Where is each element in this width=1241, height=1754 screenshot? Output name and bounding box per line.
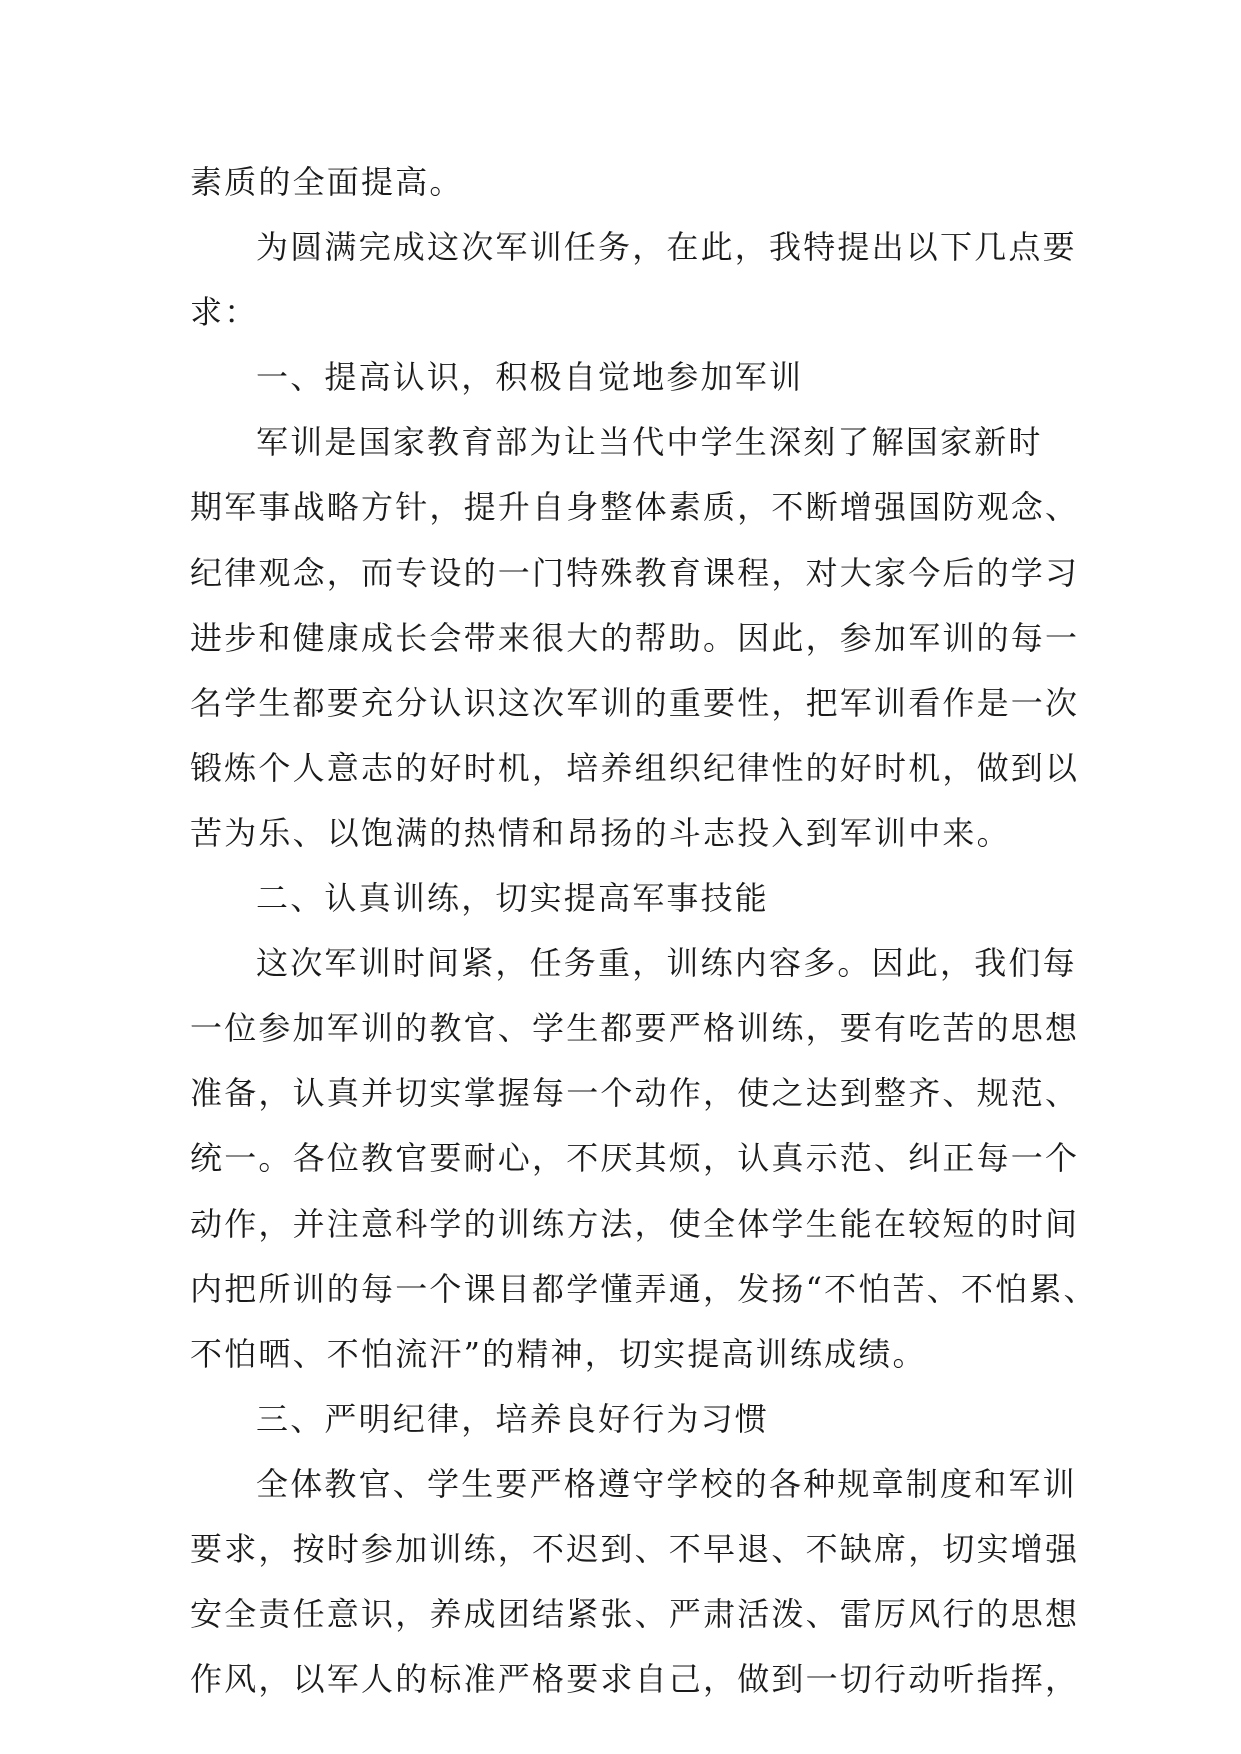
text-line: 动作，并注意科学的训练方法，使全体学生能在较短的时间: [190, 1204, 1080, 1243]
text-line: 统一。各位教官要耐心，不厌其烦，认真示范、纠正每一个: [190, 1139, 1080, 1178]
section-heading-1: 一、提高认识，积极自觉地参加军训: [256, 358, 804, 397]
text-line: 内把所训的每一个课目都学懂弄通，发扬“不怕苦、不怕累、: [190, 1269, 1098, 1308]
text-line: 纪律观念，而专设的一门特殊教育课程，对大家今后的学习: [190, 553, 1080, 592]
text-line: 安全责任意识，养成团结紧张、严肃活泼、雷厉风行的思想: [190, 1595, 1080, 1634]
paragraph-start-line: 这次军训时间紧，任务重，训练内容多。因此，我们每: [256, 944, 1077, 983]
paragraph-start-line: 为圆满完成这次军训任务，在此，我特提出以下几点要: [256, 228, 1077, 267]
text-line: 要求，按时参加训练，不迟到、不早退、不缺席，切实增强: [190, 1529, 1080, 1568]
text-line: 不怕晒、不怕流汗”的精神，切实提高训练成绩。: [190, 1334, 927, 1373]
paragraph-start-line: 军训是国家教育部为让当代中学生深刻了解国家新时: [256, 423, 1043, 462]
text-line: 期军事战略方针，提升自身整体素质，不断增强国防观念、: [190, 488, 1080, 527]
paragraph-start-line: 全体教官、学生要严格遵守学校的各种规章制度和军训: [256, 1464, 1077, 1503]
text-line: 苦为乐、以饱满的热情和昂扬的斗志投入到军训中来。: [190, 813, 1011, 852]
text-line: 一位参加军训的教官、学生都要严格训练，要有吃苦的思想: [190, 1009, 1080, 1048]
section-heading-3: 三、严明纪律，培养良好行为习惯: [256, 1399, 770, 1438]
text-line: 进步和健康成长会带来很大的帮助。因此，参加军训的每一: [190, 618, 1080, 657]
text-line: 名学生都要充分认识这次军训的重要性，把军训看作是一次: [190, 683, 1080, 722]
text-line: 准备，认真并切实掌握每一个动作，使之达到整齐、规范、: [190, 1074, 1080, 1113]
text-line: 锻炼个人意志的好时机，培养组织纪律性的好时机，做到以: [190, 748, 1080, 787]
section-heading-2: 二、认真训练，切实提高军事技能: [256, 879, 770, 918]
document-body: [190, 150, 1098, 1712]
text-line: 作风，以军人的标准严格要求自己，做到一切行动听指挥，: [190, 1660, 1080, 1699]
text-line: 素质的全面提高。: [190, 163, 464, 201]
text-line: 求：: [190, 293, 259, 332]
